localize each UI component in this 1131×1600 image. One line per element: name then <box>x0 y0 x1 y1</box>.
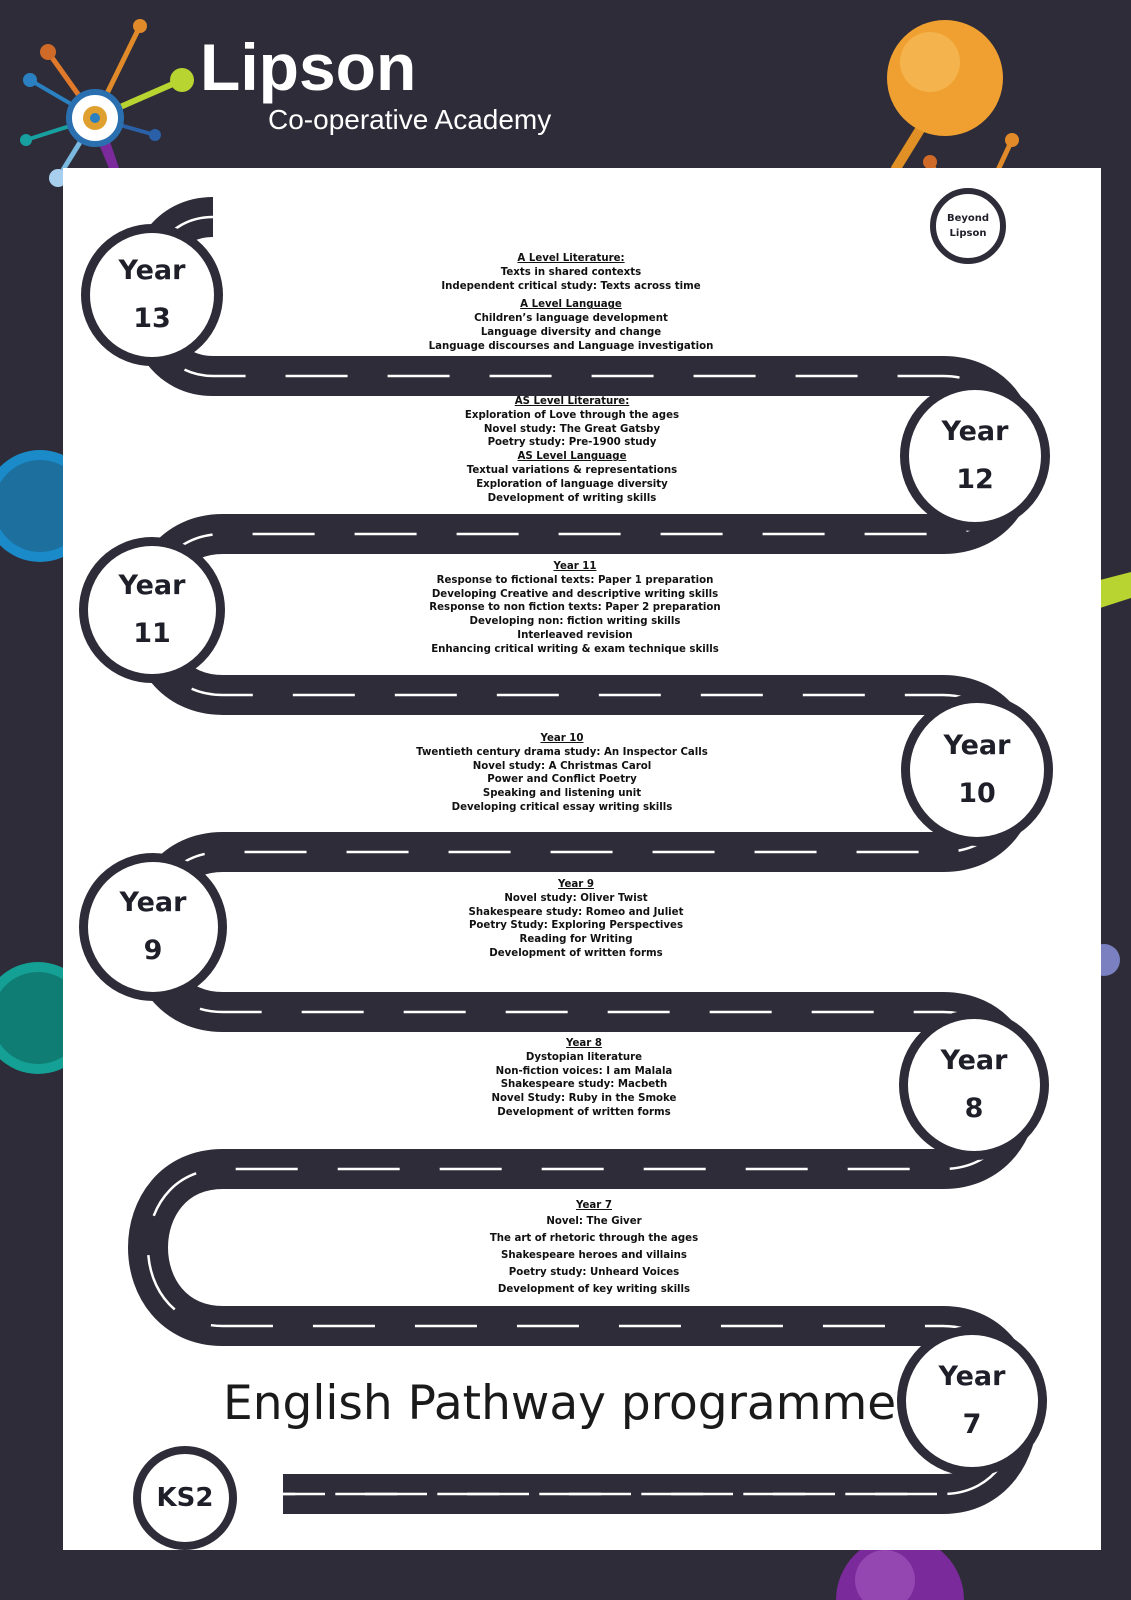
curriculum-item: Development of written forms <box>489 947 663 959</box>
beyond-label-line2: Lipson <box>949 228 987 239</box>
curriculum-item: Novel study: The Great Gatsby <box>483 423 661 435</box>
year-badge-number: 13 <box>133 303 171 334</box>
curriculum-item: Shakespeare heroes and villains <box>501 1250 687 1261</box>
year-badge-7 <box>897 1326 1047 1476</box>
curriculum-item: Reading for Writing <box>519 934 633 946</box>
ks2-start-badge <box>133 1446 237 1550</box>
year-badge-number: 12 <box>956 464 994 495</box>
curriculum-item: Speaking and listening unit <box>482 788 642 800</box>
curriculum-item: Enhancing critical writing & exam technique skills <box>431 643 719 655</box>
curriculum-item: Novel: The Giver <box>546 1216 642 1227</box>
curriculum-item: The art of rhetoric through the ages <box>489 1233 699 1244</box>
curriculum-item: Textual variations & representations <box>466 464 678 476</box>
programme-title: English Pathway programme <box>223 1376 897 1431</box>
curriculum-item: Novel study: A Christmas Carol <box>472 760 652 772</box>
curriculum-item: Texts in shared contexts <box>500 266 642 278</box>
school-name: Lipson <box>200 30 417 104</box>
year-badge-11 <box>79 537 225 683</box>
curriculum-item: Novel study: Oliver Twist <box>504 892 648 904</box>
year-badge-word: Year <box>119 887 187 918</box>
curriculum-item: Development of written forms <box>497 1106 671 1118</box>
year-badge-number: 10 <box>958 778 996 809</box>
year-badge-12 <box>900 381 1050 531</box>
year-badge-number: 11 <box>133 618 171 649</box>
curriculum-year-12 <box>342 395 802 505</box>
curriculum-item: Children’s language development <box>474 313 668 325</box>
curriculum-heading: AS Level Literature: <box>514 396 630 407</box>
beyond-lipson-badge <box>930 188 1006 264</box>
curriculum-item: Poetry Study: Exploring Perspectives <box>468 920 684 932</box>
orange-ball-decoration <box>887 20 1003 170</box>
curriculum-heading: Year 8 <box>566 1038 602 1049</box>
curriculum-item: Exploration of language diversity <box>476 478 668 490</box>
year-badge-word: Year <box>940 1045 1008 1076</box>
curriculum-heading: Year 7 <box>576 1200 612 1211</box>
curriculum-item: Independent critical study: Texts across time <box>441 280 701 292</box>
year-badge-word: Year <box>118 255 186 286</box>
curriculum-item: Developing critical essay writing skills <box>451 801 673 813</box>
curriculum-item: Development of key writing skills <box>497 1284 691 1295</box>
curriculum-item: Language discourses and Language investigation <box>428 340 714 352</box>
curriculum-item: Exploration of Love through the ages <box>464 409 680 421</box>
curriculum-heading: A Level Literature: <box>517 253 625 264</box>
year-badge-8 <box>899 1010 1049 1160</box>
curriculum-item: Developing non: fiction writing skills <box>469 616 681 628</box>
year-badge-number: 7 <box>962 1409 982 1440</box>
year-badge-number: 8 <box>964 1093 984 1124</box>
beyond-label-line1: Beyond <box>946 213 990 224</box>
curriculum-year-8 <box>354 1037 814 1120</box>
year-badge-word: Year <box>938 1361 1006 1392</box>
curriculum-heading: Year 10 <box>540 733 584 744</box>
curriculum-item: Non-fiction voices: I am Malala <box>495 1065 673 1077</box>
pathway-panel <box>63 168 1101 1550</box>
year-badge-word: Year <box>943 730 1011 761</box>
curriculum-heading: A Level Language <box>520 299 622 311</box>
school-subtitle: Co-operative Academy <box>268 104 552 135</box>
curriculum-item: Response to non fiction texts: Paper 2 preparation <box>429 602 721 614</box>
curriculum-item: Twentieth century drama study: An Inspector Calls <box>416 746 708 758</box>
year-badge-word: Year <box>118 570 186 601</box>
curriculum-item: Development of writing skills <box>487 492 657 504</box>
year-badge-number: 9 <box>143 935 163 966</box>
curriculum-item: Shakespeare study: Romeo and Juliet <box>468 906 684 918</box>
curriculum-year-10 <box>332 732 792 815</box>
curriculum-item: Language diversity and change <box>480 326 662 338</box>
curriculum-item: Response to fictional texts: Paper 1 preparation <box>436 574 714 586</box>
curriculum-item: Dystopian literature <box>525 1051 643 1063</box>
year-badge-13 <box>81 224 223 366</box>
curriculum-year-9 <box>346 878 806 961</box>
curriculum-item: Novel Study: Ruby in the Smoke <box>491 1093 677 1105</box>
curriculum-heading: Year 11 <box>553 561 597 572</box>
ks2-label: KS2 <box>156 1483 214 1513</box>
year-badge-9 <box>79 853 227 1001</box>
curriculum-item: Poetry study: Unheard Voices <box>508 1267 680 1278</box>
curriculum-year-7 <box>364 1199 824 1298</box>
curriculum-item: Poetry study: Pre-1900 study <box>487 437 657 449</box>
year-badge-10 <box>901 694 1053 846</box>
curriculum-heading: Year 9 <box>558 879 594 890</box>
lime-accent-decoration <box>1100 572 1131 608</box>
year-badge-word: Year <box>941 416 1009 447</box>
curriculum-year-13 <box>341 252 801 354</box>
curriculum-year-11 <box>345 560 805 657</box>
curriculum-item: Developing Creative and descriptive writing skills <box>431 588 719 600</box>
curriculum-item: Power and Conflict Poetry <box>487 774 637 786</box>
curriculum-heading: AS Level Language <box>517 451 627 463</box>
curriculum-item: Shakespeare study: Macbeth <box>500 1079 668 1091</box>
curriculum-item: Interleaved revision <box>517 629 633 641</box>
